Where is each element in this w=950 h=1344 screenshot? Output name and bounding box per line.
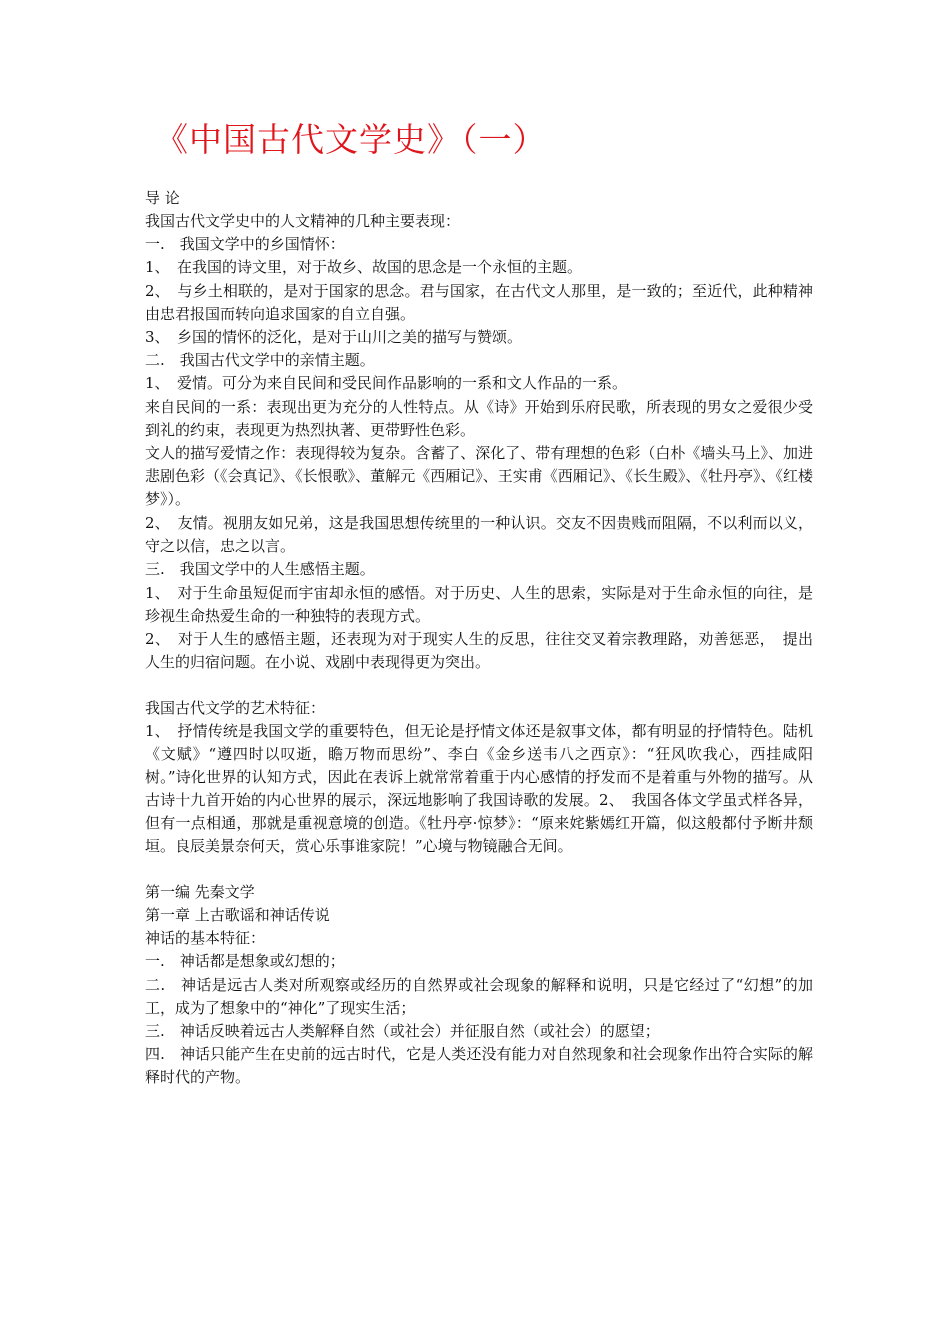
intro-heading: 导 论: [145, 189, 180, 207]
document-body: [145, 187, 813, 1089]
list-item: 二. 神话是远古人类对所观察或经历的自然界或社会现象的解释和说明，只是它经过了“幻想”的加工，成为了想象中的“神化”了现实生活；: [145, 976, 813, 1017]
subsection-heading: 神话的基本特征：: [145, 929, 266, 947]
section-heading: 一. 我国文学中的乡国情怀：: [145, 235, 345, 253]
paragraph: 1、 在我国的诗文里，对于故乡、故国的思念是一个永恒的主题。: [145, 258, 583, 276]
list-item: 一. 神话都是想象或幻想的；: [145, 952, 345, 970]
section-heading: 三. 我国文学中的人生感悟主题。: [145, 560, 375, 578]
paragraph: 3、 乡国的情怀的泛化，是对于山川之美的描写与赞颂。: [145, 328, 523, 346]
paragraph: 文人的描写爱情之作：表现得较为复杂。含蓄了、深化了、带有理想的色彩（白朴《墙头马上》、加进悲剧色彩（《会真记》、《长恨歌》、董解元《西厢记》、王实甫《西厢记》、《长生殿》、《牡丹亭》、《红楼梦》）。: [145, 444, 813, 508]
intro-lead: 我国古代文学史中的人文精神的几种主要表现：: [145, 212, 461, 230]
paragraph: 1、 抒情传统是我国文学的重要特色，但无论是抒情文体还是叙事文体，都有明显的抒情特色。陆机《文赋》“遵四时以叹逝，瞻万物而思纷”、李白《金乡送韦八之西京》：“狂风吹我心，西挂咸阳树。”诗化世界的认知方式，因此在表诉上就常常着重于内心感情的抒发而不是着重与外物的描写。从古诗十九首开始的内心世界的展示，深远地影响了我国诗歌的发展。2、 我国各体文学虽式样各异，但有一点相通，那就是重视意境的创造。《牡丹亭·惊梦》：“原来姹紫嫣红开篇，似这般都付予断井颓垣。良辰美景奈何天，赏心乐事谁家院！”心境与物镜融合无间。: [145, 722, 813, 855]
chapter-heading: 第一章 上古歌谣和神话传说: [145, 906, 330, 924]
section-heading: 二. 我国古代文学中的亲情主题。: [145, 351, 375, 369]
art-heading: 我国古代文学的艺术特征：: [145, 699, 326, 717]
list-item: 四. 神话只能产生在史前的远古时代，它是人类还没有能力对自然现象和社会现象作出符合实际的解释时代的产物。: [145, 1045, 813, 1086]
paragraph: 2、 对于人生的感悟主题，还表现为对于现实人生的反思，往往交叉着宗教理路，劝善惩恶， 提出人生的归宿问题。在小说、戏剧中表现得更为突出。: [145, 630, 813, 671]
paragraph: 1、 对于生命虽短促而宇宙却永恒的感悟。对于历史、人生的思索，实际是对于生命永恒的向往，是珍视生命热爱生命的一种独特的表现方式。: [145, 584, 813, 625]
part-heading: 第一编 先秦文学: [145, 883, 255, 901]
list-item: 三. 神话反映着远古人类解释自然（或社会）并征服自然（或社会）的愿望；: [145, 1022, 660, 1040]
paragraph: 来自民间的一系：表现出更为充分的人性特点。从《诗》开始到乐府民歌，所表现的男女之爱很少受到礼的约束，表现更为热烈执著、更带野性色彩。: [145, 398, 813, 439]
document-title: 《中国古代文学史》（一）: [155, 120, 547, 159]
paragraph: 2、 与乡土相联的，是对于国家的思念。君与国家，在古代文人那里，是一致的；至近代，此种精神由忠君报国而转向追求国家的自立自强。: [145, 282, 813, 323]
paragraph: 2、 友情。视朋友如兄弟，这是我国思想传统里的一种认识。交友不因贵贱而阻隔，不以利而以义，守之以信，忠之以言。: [145, 514, 813, 555]
paragraph: 1、 爱情。可分为来自民间和受民间作品影响的一系和文人作品的一系。: [145, 374, 628, 392]
